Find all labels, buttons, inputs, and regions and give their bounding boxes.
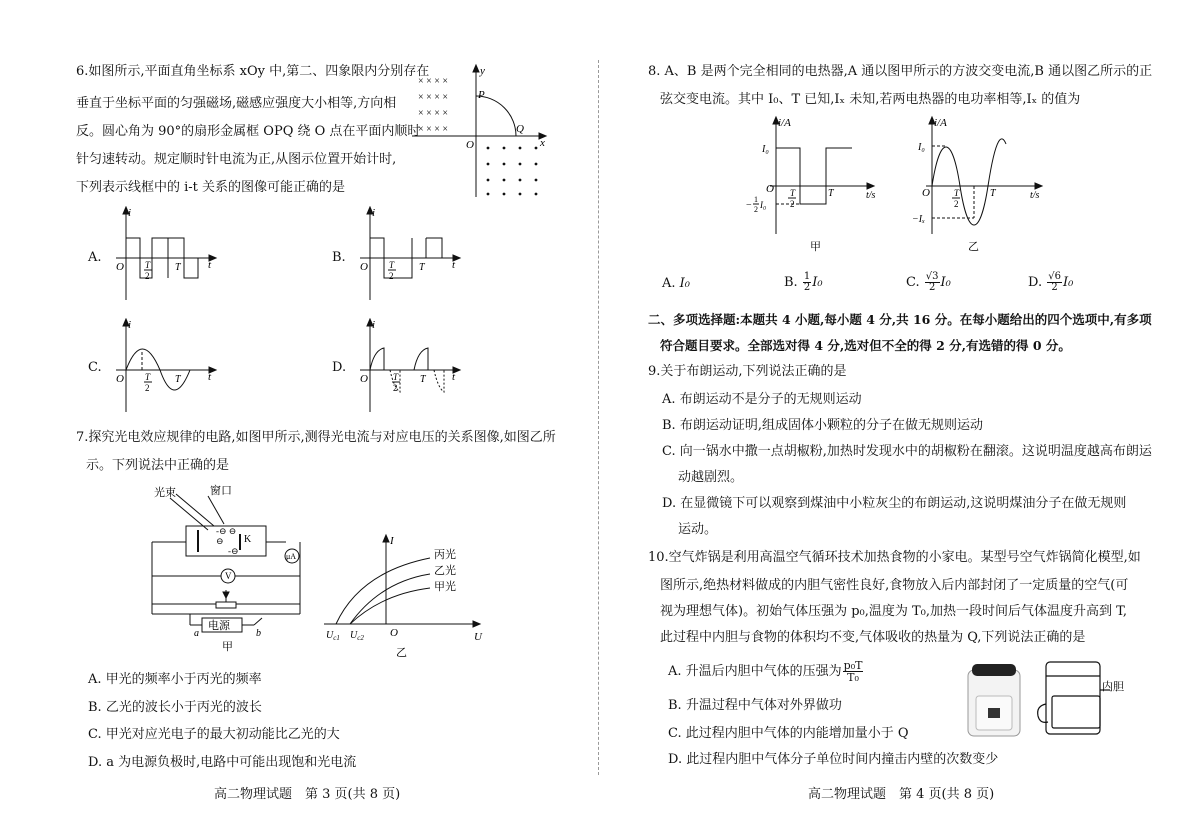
q7-b-label: b bbox=[256, 628, 261, 639]
q6-option-b-graph bbox=[356, 206, 466, 302]
q8-option-d[interactable]: D. $\frac{√6}{2}$ I₀ bbox=[1028, 271, 1074, 293]
q7-O: O bbox=[390, 627, 398, 639]
q6b-i: i bbox=[372, 207, 376, 219]
q6a-t: t bbox=[208, 259, 212, 271]
svg-text:⊖: ⊖ bbox=[216, 536, 224, 546]
q6a-O: O bbox=[116, 261, 124, 273]
q6b-t: t bbox=[452, 259, 456, 271]
q8f1-I0b: I₀ bbox=[760, 200, 767, 210]
q8f1-T: T bbox=[828, 188, 834, 199]
q6b-T: T bbox=[419, 262, 425, 273]
q6-option-d-graph bbox=[356, 318, 466, 414]
q8f1-caption: 甲 bbox=[810, 241, 821, 253]
q6a-T2: T bbox=[145, 260, 151, 270]
q7-Uc1: $U_{c1}$ bbox=[326, 630, 340, 642]
q8f2-T: T bbox=[990, 188, 996, 199]
q6-fig-x: x bbox=[540, 137, 545, 149]
q6d-T2d: 2 bbox=[393, 383, 398, 393]
q8f2-I0: I₀ bbox=[918, 142, 925, 153]
q6a-T: T bbox=[175, 262, 181, 273]
q6c-O: O bbox=[116, 373, 124, 385]
liner-label: 内胆 bbox=[1102, 681, 1124, 693]
q6d-O: O bbox=[360, 373, 368, 385]
q6-option-a-label[interactable]: A. bbox=[88, 250, 102, 265]
q6a-T2d: 2 bbox=[145, 271, 150, 281]
q9-stem: 9.关于布朗运动,下列说法正确的是 bbox=[648, 364, 847, 379]
q7-option-a[interactable]: A. 甲光的频率小于丙光的频率 bbox=[88, 672, 262, 687]
q6c-T: T bbox=[175, 374, 181, 385]
q8f2-yaxis: i/A bbox=[934, 117, 947, 129]
q9-option-d-cont: 运动。 bbox=[678, 522, 718, 537]
q7-uA-meter: μA bbox=[286, 552, 297, 561]
q10-option-a[interactable]: A. 升温后内胆中气体的压强为 $\frac{\text{p₀T}}{\text{T₀}}$ bbox=[668, 659, 863, 684]
q8f2-O: O bbox=[922, 187, 930, 199]
q6b-T2: T bbox=[389, 260, 395, 270]
q6b-T2d: 2 bbox=[389, 271, 394, 281]
q8f1-yaxis: i/A bbox=[778, 117, 791, 129]
q6c-T2: T bbox=[145, 372, 151, 382]
q8f1-T2d: 2 bbox=[790, 199, 795, 209]
air-fryer-schematic bbox=[1032, 660, 1162, 740]
q6b-O: O bbox=[360, 261, 368, 273]
q8f1-neg: − bbox=[746, 200, 752, 211]
q6-line-4: 针匀速转动。规定顺时针电流为正,从图示位置开始计时, bbox=[76, 152, 397, 167]
q8-square-wave-graph bbox=[740, 114, 890, 254]
svg-text:× × × ×: × × × × bbox=[418, 76, 449, 87]
q6-option-c-label[interactable]: C. bbox=[88, 360, 102, 375]
q8f1-I0: I₀ bbox=[762, 144, 769, 155]
q8f2-caption: 乙 bbox=[968, 241, 979, 253]
footer-page-4: 高二物理试题 第 4 页(共 8 页) bbox=[808, 787, 995, 802]
q7-legend-jia: 甲光 bbox=[434, 581, 456, 593]
q7-option-b[interactable]: B. 乙光的波长小于丙光的波长 bbox=[88, 700, 262, 715]
q7-circuit-caption: 甲 bbox=[222, 641, 233, 653]
q10-line-1: 10.空气炸锅是利用高温空气循环技术加热食物的小家电。某型号空气炸锅简化模型,如 bbox=[648, 550, 1141, 565]
q6c-i: i bbox=[128, 319, 132, 331]
q8f2-T2: T bbox=[954, 188, 960, 198]
q9-option-d[interactable]: D. 在显微镜下可以观察到煤油中小粒灰尘的布朗运动,这说明煤油分子在做无规则 bbox=[662, 496, 1127, 511]
q8f1-half-den: 2 bbox=[754, 205, 758, 214]
footer-page-3: 高二物理试题 第 3 页(共 8 页) bbox=[214, 787, 401, 802]
q7-line-2: 示。下列说法中正确的是 bbox=[86, 458, 230, 473]
q6-line-1: 6.如图所示,平面直角坐标系 xOy 中,第二、四象限内分别存在 bbox=[76, 64, 430, 79]
q8f2-negIx: −Iₓ bbox=[912, 214, 925, 225]
q7-power-label: 电源 bbox=[208, 620, 230, 632]
q7-Uc2: $U_{c2}$ bbox=[350, 630, 364, 642]
q6d-T: T bbox=[420, 374, 426, 385]
q8-line-2: 弦交变电流。其中 I₀、T 已知,Iₓ 未知,若两电热器的电功率相等,Iₓ 的值为 bbox=[660, 92, 1081, 107]
q9-option-b[interactable]: B. 布朗运动证明,组成固体小颗粒的分子在做无规则运动 bbox=[662, 418, 983, 433]
svg-text:× × × ×: × × × × bbox=[418, 124, 449, 135]
q8-option-a[interactable]: A. I₀ bbox=[662, 276, 691, 291]
q7-a-label: a bbox=[194, 628, 199, 639]
q6-option-a-graph bbox=[112, 206, 222, 302]
q7-circuit-figure bbox=[150, 484, 310, 654]
q8f2-t: t/s bbox=[1030, 190, 1040, 201]
q7-option-d[interactable]: D. a 为电源负极时,电路中可能出现饱和光电流 bbox=[88, 755, 357, 770]
q7-option-c[interactable]: C. 甲光对应光电子的最大初动能比乙光的大 bbox=[88, 727, 340, 742]
q6-field-figure bbox=[412, 62, 562, 202]
q8f1-t: t/s bbox=[866, 190, 876, 201]
section2-line-1: 二、多项选择题:本题共 4 小题,每小题 4 分,共 16 分。在每小题给出的四个选项中,有多项 bbox=[648, 312, 1152, 327]
svg-text:× × × ×: × × × × bbox=[418, 92, 449, 103]
q6-option-d-label[interactable]: D. bbox=[332, 360, 347, 375]
q6-fig-Q: Q bbox=[516, 123, 524, 135]
svg-text:-⊖: -⊖ bbox=[228, 546, 239, 556]
q8f1-O: O bbox=[766, 183, 774, 195]
q7-graph-caption: 乙 bbox=[396, 647, 407, 659]
q10-option-d[interactable]: D. 此过程内胆中气体分子单位时间内撞击内壁的次数变少 bbox=[668, 752, 999, 767]
section2-line-2: 符合题目要求。全部选对得 4 分,选对但不全的得 2 分,有选错的得 0 分。 bbox=[660, 338, 1071, 353]
q6-line-3: 反。圆心角为 90°的扇形金属框 OPQ 绕 O 点在平面内顺时 bbox=[76, 124, 421, 139]
q8-sine-wave-graph bbox=[912, 114, 1062, 254]
q8-line-1: 8. A、B 是两个完全相同的电热器,A 通以图甲所示的方波交变电流,B 通以图乙所示的正 bbox=[648, 64, 1153, 79]
q7-legend-bing: 丙光 bbox=[434, 549, 456, 561]
q10-line-3: 视为理想气体)。初始气体压强为 p₀,温度为 T₀,加热一段时间后气体温度升高到 T, bbox=[660, 604, 1128, 619]
q7-iu-graph bbox=[320, 532, 490, 662]
q6a-i: i bbox=[128, 207, 132, 219]
q7-V-meter: V bbox=[225, 571, 232, 581]
q10-option-b[interactable]: B. 升温过程中气体对外界做功 bbox=[668, 698, 842, 713]
q6d-T2: T bbox=[393, 372, 399, 382]
q6c-T2d: 2 bbox=[145, 383, 150, 393]
q10-line-4: 此过程中内胆与食物的体积均不变,气体吸收的热量为 Q,下列说法正确的是 bbox=[660, 630, 1086, 645]
q8-option-b[interactable]: B. $\frac{1}{2}$ I₀ bbox=[784, 271, 823, 293]
q6-fig-P: P bbox=[478, 89, 485, 101]
q9-option-a[interactable]: A. 布朗运动不是分子的无规则运动 bbox=[662, 392, 862, 407]
q8f2-T2d: 2 bbox=[954, 199, 959, 209]
q7-window-label: 窗口 bbox=[210, 485, 232, 497]
q6d-i: i bbox=[372, 319, 376, 331]
q8-option-c[interactable]: C. $\frac{√3}{2}$ I₀ bbox=[906, 271, 951, 293]
q9-option-c-cont: 动越剧烈。 bbox=[678, 470, 744, 485]
q7-beam-label: 光束 bbox=[154, 487, 176, 499]
q7-legend-yi: 乙光 bbox=[434, 565, 456, 577]
q6-line-5: 下列表示线框中的 i-t 关系的图像可能正确的是 bbox=[76, 180, 346, 195]
q6-option-b-label[interactable]: B. bbox=[332, 250, 346, 265]
q7-I-axis: I bbox=[390, 535, 394, 547]
svg-text:-⊖ ⊖: -⊖ ⊖ bbox=[216, 526, 237, 536]
q10-line-2: 图所示,绝热材料做成的内胆气密性良好,食物放入后内部封闭了一定质量的空气(可 bbox=[660, 578, 1129, 593]
q6c-t: t bbox=[208, 371, 212, 383]
q8f1-T2: T bbox=[790, 188, 796, 198]
q6-line-2: 垂直于坐标平面的匀强磁场,磁感应强度大小相等,方向相 bbox=[76, 96, 397, 111]
q10-option-c[interactable]: C. 此过程内胆中气体的内能增加量小于 Q bbox=[668, 726, 909, 741]
q7-line-1: 7.探究光电效应规律的电路,如图甲所示,测得光电流与对应电压的关系图像,如图乙所 bbox=[76, 430, 556, 445]
air-fryer-photo bbox=[962, 660, 1026, 740]
q6d-t: t bbox=[452, 371, 456, 383]
page-divider bbox=[598, 60, 599, 775]
q7-K-label: K bbox=[244, 534, 252, 545]
q7-U-axis: U bbox=[474, 631, 482, 643]
q9-option-c[interactable]: C. 向一锅水中撒一点胡椒粉,加热时发现水中的胡椒粉在翻滚。这说明温度越高布朗运 bbox=[662, 444, 1152, 459]
q6-fig-y: y bbox=[480, 65, 485, 77]
q6-option-c-graph bbox=[112, 318, 222, 414]
svg-text:× × × ×: × × × × bbox=[418, 108, 449, 119]
q6-fig-O: O bbox=[466, 139, 474, 151]
q8f1-half-num: 1 bbox=[754, 195, 758, 204]
